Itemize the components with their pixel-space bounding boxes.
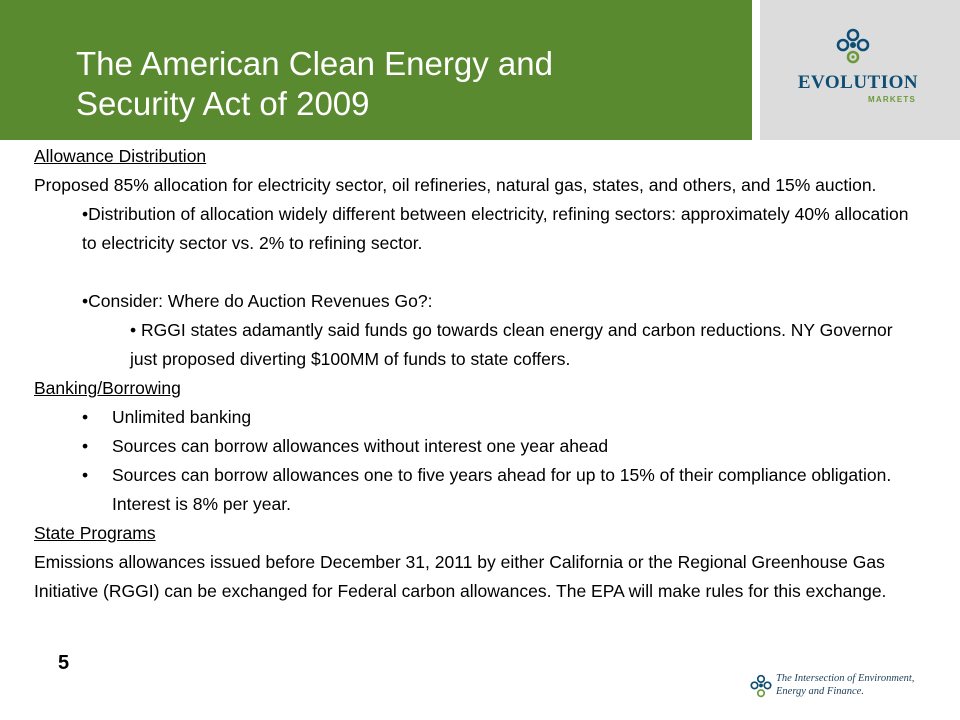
list-item [34, 403, 914, 432]
logo-subtitle: MARKETS [868, 95, 916, 104]
allowance-point-1: •Distribution of allocation widely different between electricity, refining sectors: approximately 40% allocation to electricity sector vs. 2% to refining sector. [82, 204, 909, 253]
bullet-icon: • [82, 465, 89, 485]
evolution-markets-logo-icon [836, 28, 870, 70]
allowance-text: Proposed 85% allocation for electricity sector, oil refineries, natural gas, states, and others, and 15% auction. [34, 175, 877, 195]
spacer [34, 258, 914, 287]
allowance-point-2: •Consider: Where do Auction Revenues Go?: [82, 291, 433, 311]
slide-number: 5 [58, 652, 70, 674]
allowance-heading: Allowance Distribution [34, 146, 207, 166]
footer-tagline [776, 672, 956, 698]
footer-tagline-line1: The Intersection of Environment, [776, 673, 915, 684]
state-text: Emissions allowances issued before December 31, 2011 by either California or the Regional Greenhouse Gas Initiative (RGGI) can be exchanged for Federal carbon allowances. The EPA will make rules for this exchange. [34, 552, 887, 601]
bullet-icon: • [82, 436, 89, 456]
list-item [34, 432, 914, 461]
list-item [34, 461, 914, 519]
footer-tagline-line2: Energy and Finance. [776, 686, 864, 697]
footer-logo-icon [750, 674, 772, 702]
state-heading: State Programs [34, 523, 156, 543]
slide-body [34, 142, 914, 606]
banking-bullet-2: Sources can borrow allowances without interest one year ahead [112, 436, 609, 456]
logo-panel [760, 0, 960, 140]
logo-wordmark: EVOLUTION [797, 72, 919, 93]
allowance-subpoint: • RGGI states adamantly said funds go towards clean energy and carbon reductions. NY Governor just proposed diverting $100MM of funds to state coffers. [130, 320, 893, 369]
slide-title [76, 44, 736, 124]
banking-bullet-1: Unlimited banking [112, 407, 252, 427]
slide-title-line2: Security Act of 2009 [76, 85, 370, 122]
banking-bullet-3: Sources can borrow allowances one to five years ahead for up to 15% of their compliance obligation. Interest is 8% per year. [112, 465, 892, 514]
banking-heading: Banking/Borrowing [34, 378, 181, 398]
slide-title-line1: The American Clean Energy and [76, 45, 553, 82]
bullet-icon: • [82, 407, 89, 427]
